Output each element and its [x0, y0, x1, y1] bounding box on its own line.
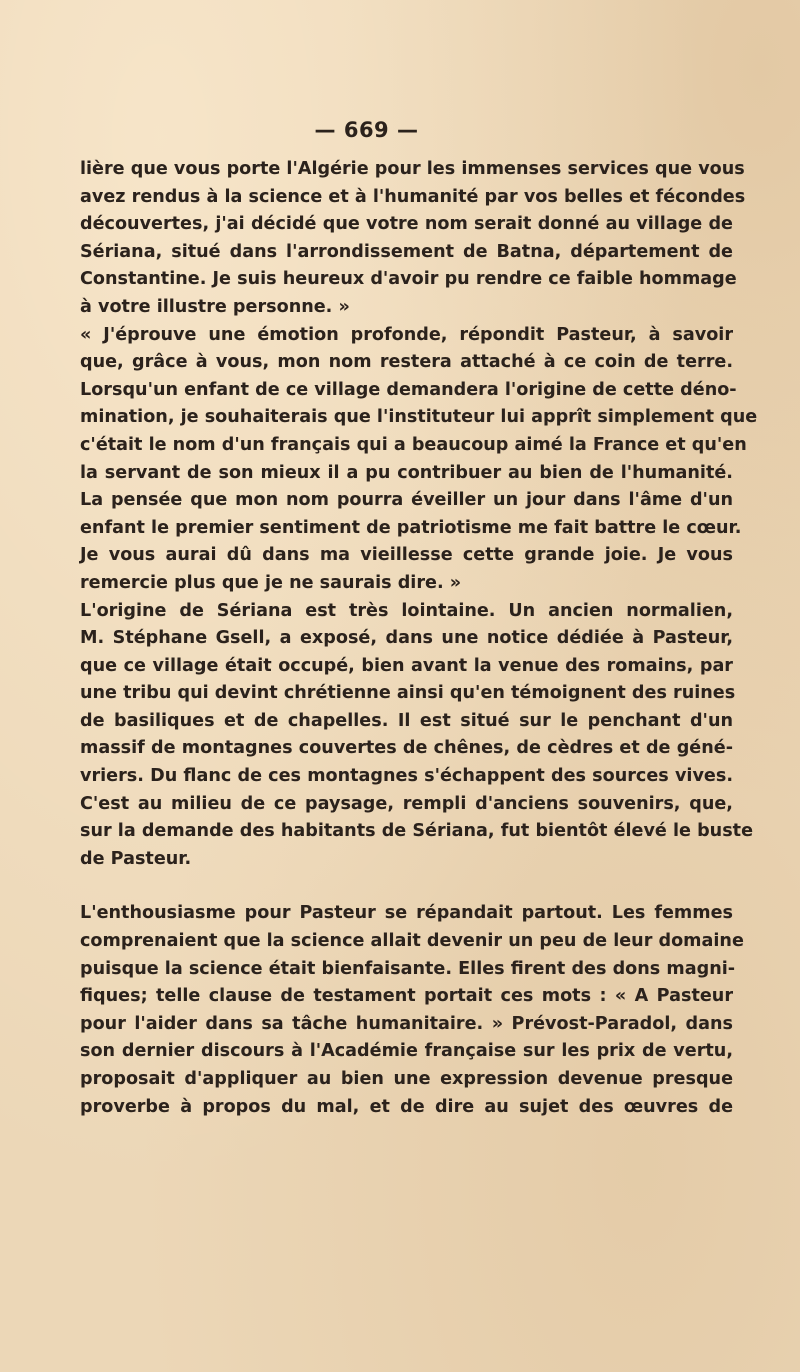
text-line: proposait d'appliquer au bien une expression devenue presque	[80, 1069, 733, 1089]
paragraph	[80, 156, 746, 322]
paragraph-gap	[80, 873, 733, 900]
text-line: une tribu qui devint chrétienne ainsi qu'en témoignent des ruines	[80, 683, 736, 704]
text-line: pour l'aider dans sa tâche humanitaire. » Prévost-Paradol, dans	[80, 1013, 733, 1034]
text-line: enfant le premier sentiment de patriotisme me fait battre le cœur.	[80, 517, 742, 538]
text-line: son dernier discours à l'Académie française sur les prix de vertu,	[80, 1041, 733, 1062]
text-line: Constantine. Je suis heureux d'avoir pu rendre ce faible hommage	[80, 269, 737, 290]
text-line: C'est au milieu de ce paysage, rempli d'anciens souvenirs, que,	[80, 793, 733, 814]
paragraph	[80, 322, 758, 598]
text-line: massif de montagnes couvertes de chênes, de cèdres et de géné-	[80, 738, 733, 759]
text-line: avez rendus à la science et à l'humanité par vos belles et fécondes	[80, 186, 746, 207]
text-line: Sériana, situé dans l'arrondissement de Batna, département de	[80, 241, 733, 262]
text-line: puisque la science était bienfaisante. Elles firent des dons magni-	[80, 958, 736, 979]
text-line: que ce village était occupé, bien avant la venue des romains, par	[80, 655, 733, 676]
text-line: « J'éprouve une émotion profonde, répondit Pasteur, à savoir	[80, 324, 733, 345]
text-line: Lorsqu'un enfant de ce village demandera l'origine de cette déno-	[80, 379, 737, 400]
text-line: de basiliques et de chapelles. Il est situé sur le penchant d'un	[80, 710, 733, 731]
text-line: découvertes, j'ai décidé que votre nom serait donné au village de	[80, 214, 733, 235]
text-line: fiques; telle clause de testament portait ces mots : « A Pasteur	[80, 986, 733, 1007]
page-number: — 669 —	[314, 118, 419, 142]
text-line: M. Stéphane Gsell, a exposé, dans une notice dédiée à Pasteur,	[80, 628, 733, 649]
text-line: la servant de son mieux il a pu contribuer au bien de l'humanité.	[80, 462, 733, 483]
text-line: La pensée que mon nom pourra éveiller un jour dans l'âme d'un	[80, 490, 733, 511]
paragraph	[80, 900, 744, 1121]
text-line: L'enthousiasme pour Pasteur se répandait partout. Les femmes	[80, 903, 733, 924]
text-line: sur la demande des habitants de Sériana, fut bientôt élevé le buste	[80, 821, 754, 842]
paragraph	[80, 598, 754, 874]
text-line: comprenaient que la science allait devenir un peu de leur domaine	[80, 931, 744, 952]
text-line: mination, je souhaiterais que l'instituteur lui apprît simplement que	[80, 407, 758, 428]
text-line: remercie plus que je ne saurais dire. »	[80, 572, 462, 593]
text-line: à votre illustre personne. »	[80, 296, 350, 317]
text-line: L'origine de Sériana est très lointaine. Un ancien normalien,	[80, 600, 733, 621]
text-line: vriers. Du flanc de ces montagnes s'échappent des sources vives.	[80, 766, 733, 787]
body-text	[80, 156, 758, 1121]
text-line: de Pasteur.	[80, 848, 192, 869]
text-line: c'était le nom d'un français qui a beaucoup aimé la France et qu'en	[80, 434, 747, 455]
text-line: lière que vous porte l'Algérie pour les immenses services que vous	[80, 159, 745, 179]
text-line: proverbe à propos du mal, et de dire au sujet des œuvres de	[80, 1096, 733, 1117]
text-line: Je vous aurai dû dans ma vieillesse cette grande joie. Je vous	[80, 545, 733, 566]
text-line: que, grâce à vous, mon nom restera attaché à ce coin de terre.	[80, 352, 733, 373]
